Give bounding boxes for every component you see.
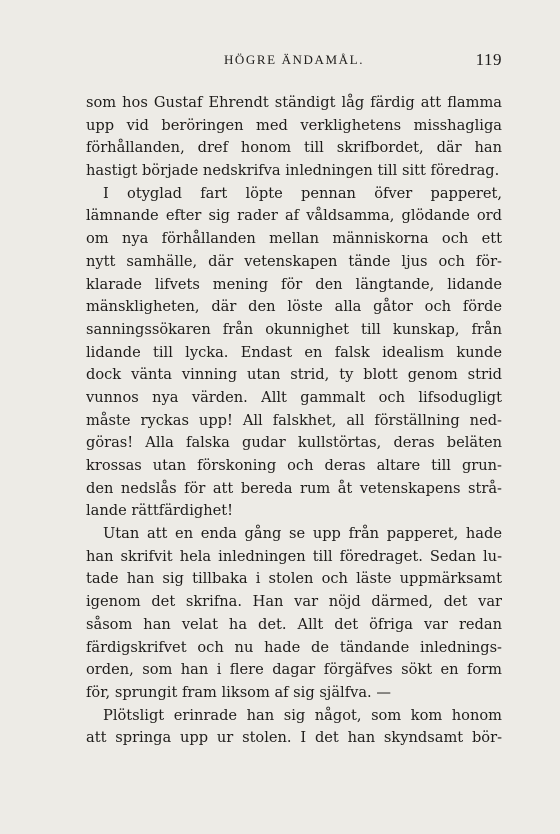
text-line: mänskligheten, där den löste alla gåtor och förde — [86, 298, 502, 316]
text-line: sanningssökaren från okunnighet till kunskap, från — [86, 320, 502, 338]
text-line: färdigskrifvet och nu hade de tändande inlednings- — [86, 638, 502, 656]
text-line: Utan att en enda gång se upp från papperet, hade — [103, 525, 502, 543]
text-line: upp vid beröringen med verklighetens misshagliga — [86, 116, 502, 134]
body-text — [86, 92, 502, 750]
text-line: krossas utan förskoning och deras altare till grun- — [86, 457, 502, 474]
text-line: nytt samhälle, där vetenskapen tände ljus och för- — [86, 252, 502, 270]
text-line: förhållanden, dref honom till skrifbordet, där han — [86, 139, 502, 157]
text-line: som hos Gustaf Ehrendt ständigt låg färdig att flamma — [86, 94, 502, 111]
text-line: Plötsligt erinrade han sig något, som kom honom — [103, 706, 502, 724]
running-head — [86, 50, 502, 72]
text-line: han skrifvit hela inledningen till föredraget. Sedan lu- — [86, 547, 502, 565]
text-line: orden, som han i flere dagar förgäfves sökt en form — [86, 661, 502, 679]
text-line: måste ryckas upp! All falskhet, all förställning ned- — [86, 411, 502, 429]
text-line: I otyglad fart löpte pennan öfver papperet, — [103, 184, 502, 202]
page-number: 119 — [475, 50, 502, 69]
text-line: lämnande efter sig rader af våldsamma, glödande ord — [86, 207, 502, 225]
text-line: klarade lifvets mening för den längtande, lidande — [86, 275, 502, 293]
text-line: vunnos nya värden. Allt gammalt och lifsodugligt — [86, 388, 502, 406]
text-line: den nedslås för att bereda rum åt vetenskapens strå- — [86, 479, 502, 497]
text-line: lande rättfärdighet! — [86, 502, 233, 520]
text-line: göras! Alla falska gudar kullstörtas, deras beläten — [86, 434, 502, 452]
text-line: hastigt började nedskrifva inledningen till sitt föredrag. — [86, 162, 500, 180]
running-title: HÖGRE ÄNDAMÅL. — [223, 52, 365, 67]
text-line: att springa upp ur stolen. I det han skyndsamt bör- — [86, 729, 502, 747]
text-line: tade han sig tillbaka i stolen och läste uppmärksamt — [86, 570, 502, 588]
text-line: för, sprungit fram liksom af sig själfva. — — [86, 683, 391, 701]
text-line: om nya förhållanden mellan människorna och ett — [86, 230, 502, 248]
text-line: dock vänta vinning utan strid, ty blott genom strid — [86, 366, 502, 384]
text-line: igenom det skrifna. Han var nöjd därmed, det var — [86, 593, 502, 611]
text-line: såsom han velat ha det. Allt det öfriga var redan — [86, 615, 502, 633]
text-line: lidande till lycka. Endast en falsk idealism kunde — [86, 343, 502, 361]
